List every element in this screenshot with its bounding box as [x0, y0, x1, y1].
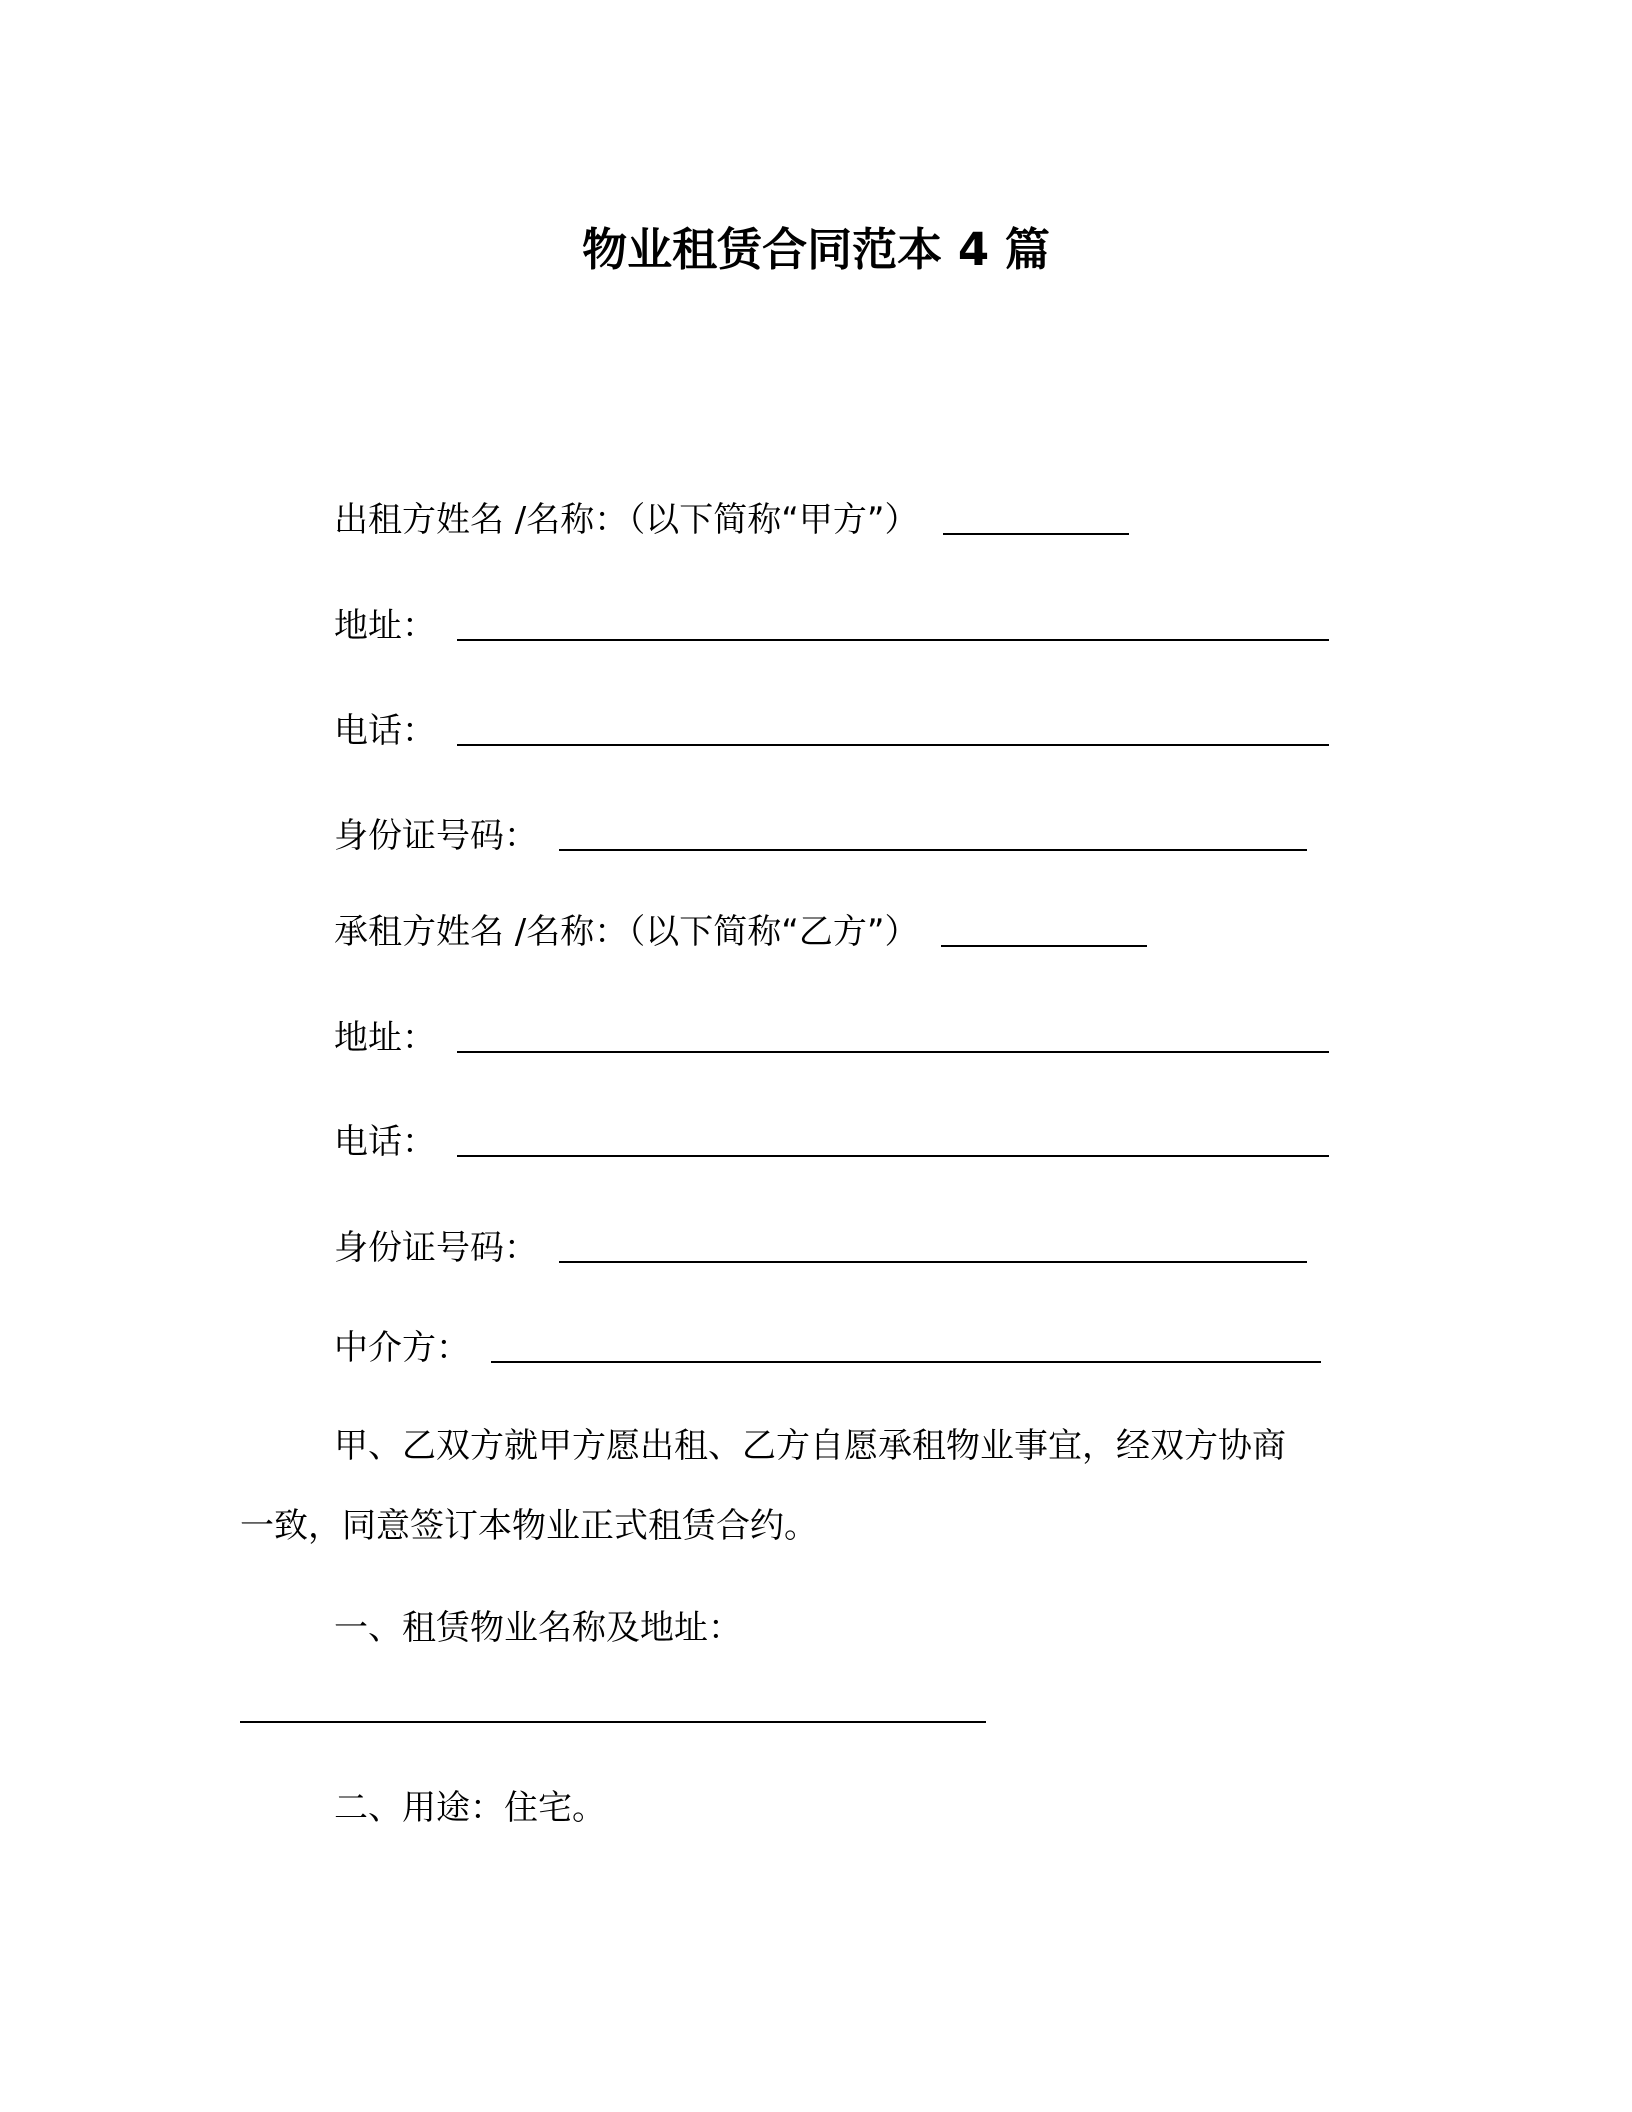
- lessor-name-row: [334, 498, 1129, 542]
- lessor-address-label: 地址：: [334, 606, 436, 646]
- lessee-name-blank: [941, 913, 1147, 943]
- section2-heading: 二、用途：住宅。: [334, 1788, 606, 1828]
- lessee-address-blank: [457, 1019, 1329, 1049]
- section1-blank-row: [240, 1686, 986, 1730]
- agent-label: 中介方：: [334, 1328, 470, 1368]
- lessee-phone-label: 电话：: [334, 1122, 436, 1162]
- agent-row: [334, 1326, 1321, 1370]
- intro-paragraph-line1: 甲、乙双方就甲方愿出租、乙方自愿承租物业事宜，经双方协商: [334, 1426, 1286, 1466]
- lessor-id-blank: [559, 817, 1307, 847]
- lessor-phone-label: 电话：: [334, 711, 436, 751]
- lessee-address-row: [334, 1016, 1329, 1060]
- lessee-id-blank: [559, 1229, 1307, 1259]
- lessee-name-row: [334, 910, 1147, 954]
- section1-address-blank: [240, 1689, 986, 1719]
- lessor-address-row: [334, 604, 1329, 648]
- intro-paragraph-line2: 一致，同意签订本物业正式租赁合约。: [240, 1506, 818, 1546]
- lessor-id-row: [334, 814, 1307, 858]
- lessee-id-label: 身份证号码：: [334, 1228, 538, 1268]
- lessee-id-row: [334, 1226, 1307, 1270]
- lessee-phone-blank: [457, 1123, 1329, 1153]
- agent-blank: [491, 1329, 1321, 1359]
- lessor-name-blank: [943, 501, 1129, 531]
- lessor-address-blank: [457, 607, 1329, 637]
- section1-heading: 一、租赁物业名称及地址：: [334, 1608, 742, 1648]
- lessor-name-label: 出租方姓名 /名称：（以下简称“甲方”）: [334, 500, 919, 540]
- lessee-name-label: 承租方姓名 /名称：（以下简称“乙方”）: [334, 912, 919, 952]
- lessor-phone-row: [334, 709, 1329, 753]
- lessor-id-label: 身份证号码：: [334, 816, 538, 856]
- lessee-address-label: 地址：: [334, 1018, 436, 1058]
- lessor-phone-blank: [457, 712, 1329, 742]
- document-title: 物业租赁合同范本 4 篇: [582, 223, 1050, 276]
- lessee-phone-row: [334, 1120, 1329, 1164]
